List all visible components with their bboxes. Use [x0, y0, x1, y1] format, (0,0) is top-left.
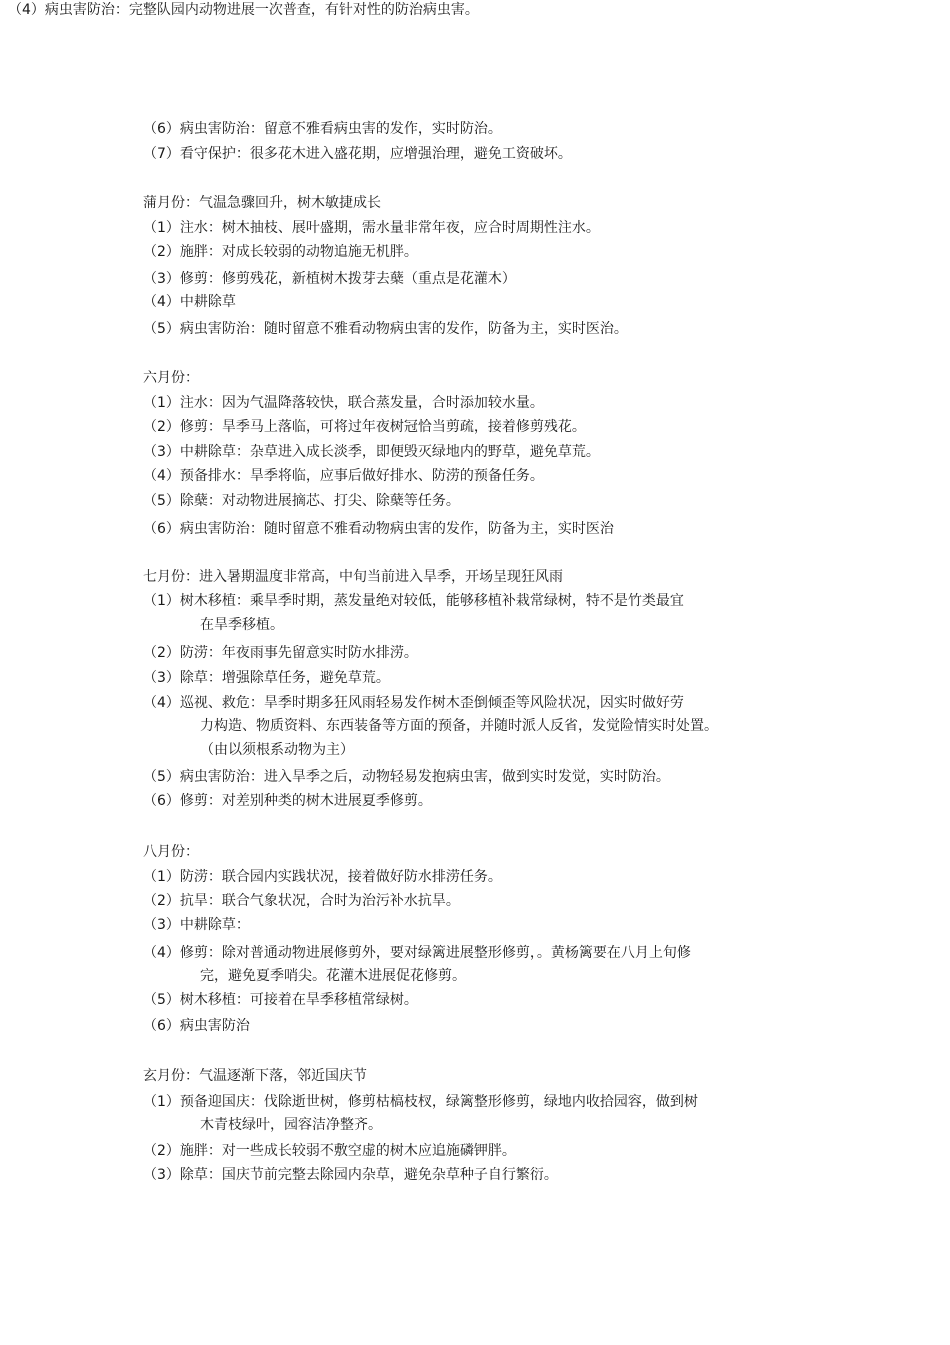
list-item-continuation: 力构造、物质资料、东西装备等方面的预备，并随时派人反省，发觉险情实时处置。 — [200, 718, 718, 734]
list-item: （1）防涝：联合园内实践状况，接着做好防水排涝任务。 — [143, 869, 502, 885]
list-item: （2）抗旱：联合气象状况，合时为治污补水抗旱。 — [143, 893, 460, 909]
list-item: （4）预备排水：旱季将临，应事后做好排水、防涝的预备任务。 — [143, 468, 544, 484]
list-item: （3）中耕除草：杂草进入成长淡季，即便毁灭绿地内的野草，避免草荒。 — [143, 444, 600, 460]
list-item: （5）树木移植：可接着在旱季移植常绿树。 — [143, 992, 418, 1008]
list-item: （2）施胖：对成长较弱的动物追施无机胖。 — [143, 244, 418, 260]
list-item: （6）修剪：对差别种类的树木进展夏季修剪。 — [143, 793, 432, 809]
list-item: （6）病虫害防治：随时留意不雅看动物病虫害的发作，防备为主，实时医治 — [143, 521, 614, 537]
list-item: （7）看守保护：很多花木进入盛花期，应增强治理，避免工资破坏。 — [143, 146, 572, 162]
list-item: （1）预备迎国庆：伐除逝世树，修剪枯槁枝杈，绿篱整形修剪，绿地内收拾园容，做到树 — [143, 1094, 698, 1110]
section-heading-june: 六月份： — [143, 370, 199, 386]
top-line: （4）病虫害防治：完整队园内动物进展一次普查，有针对性的防治病虫害。 — [8, 2, 479, 18]
list-item: （5）除蘖：对动物进展摘芯、打尖、除蘖等任务。 — [143, 493, 460, 509]
list-item: （5）病虫害防治：随时留意不雅看动物病虫害的发作，防备为主，实时医治。 — [143, 321, 628, 337]
list-item: （2）防涝：年夜雨事先留意实时防水排涝。 — [143, 645, 418, 661]
list-item-continuation: （由以须根系动物为主） — [200, 742, 354, 758]
list-item: （4）中耕除草 — [143, 294, 236, 310]
list-item: （3）除草：增强除草任务，避免草荒。 — [143, 670, 390, 686]
section-heading-august: 八月份： — [143, 844, 199, 860]
list-item: （6）病虫害防治：留意不雅看病虫害的发作，实时防治。 — [143, 121, 502, 137]
list-item: （2）修剪：旱季马上落临，可将过年夜树冠恰当剪疏，接着修剪残花。 — [143, 419, 586, 435]
section-heading-july: 七月份：进入暑期温度非常高，中旬当前进入旱季，开场呈现狂风雨 — [143, 569, 563, 585]
list-item: （6）病虫害防治 — [143, 1018, 250, 1034]
section-heading-september: 玄月份：气温逐渐下落，邻近国庆节 — [143, 1068, 367, 1084]
section-heading-may: 蒲月份：气温急骤回升，树木敏捷成长 — [143, 195, 381, 211]
list-item-continuation: 在旱季移植。 — [200, 617, 284, 633]
list-item: （5）病虫害防治：进入旱季之后，动物轻易发抱病虫害，做到实时发觉，实时防治。 — [143, 769, 670, 785]
list-item: （1）注水：树木抽枝、展叶盛期，需水量非常年夜，应合时周期性注水。 — [143, 220, 600, 236]
list-item: （3）除草：国庆节前完整去除园内杂草，避免杂草种子自行繁衍。 — [143, 1167, 558, 1183]
list-item-continuation: 完，避免夏季哨尖。花灌木进展促花修剪。 — [200, 968, 466, 984]
list-item: （1）注水：因为气温降落较快，联合蒸发量，合时添加较水量。 — [143, 395, 544, 411]
list-item: （4）修剪：除对普通动物进展修剪外，要对绿篱进展整形修剪，。黄杨篱要在八月上旬修 — [143, 945, 691, 961]
list-item-continuation: 木青枝绿叶，园容洁净整齐。 — [200, 1117, 382, 1133]
list-item: （4）巡视、救危：旱季时期多狂风雨轻易发作树木歪倒倾歪等风险状况，因实时做好劳 — [143, 695, 684, 711]
list-item: （3）中耕除草： — [143, 917, 250, 933]
list-item: （3）修剪：修剪残花，新植树木拨芽去蘖（重点是花灌木） — [143, 271, 516, 287]
list-item: （2）施胖：对一些成长较弱不敷空虚的树木应追施磷钾胖。 — [143, 1143, 516, 1159]
list-item: （1）树木移植：乘旱季时期，蒸发量绝对较低，能够移植补栽常绿树，特不是竹类最宜 — [143, 593, 684, 609]
